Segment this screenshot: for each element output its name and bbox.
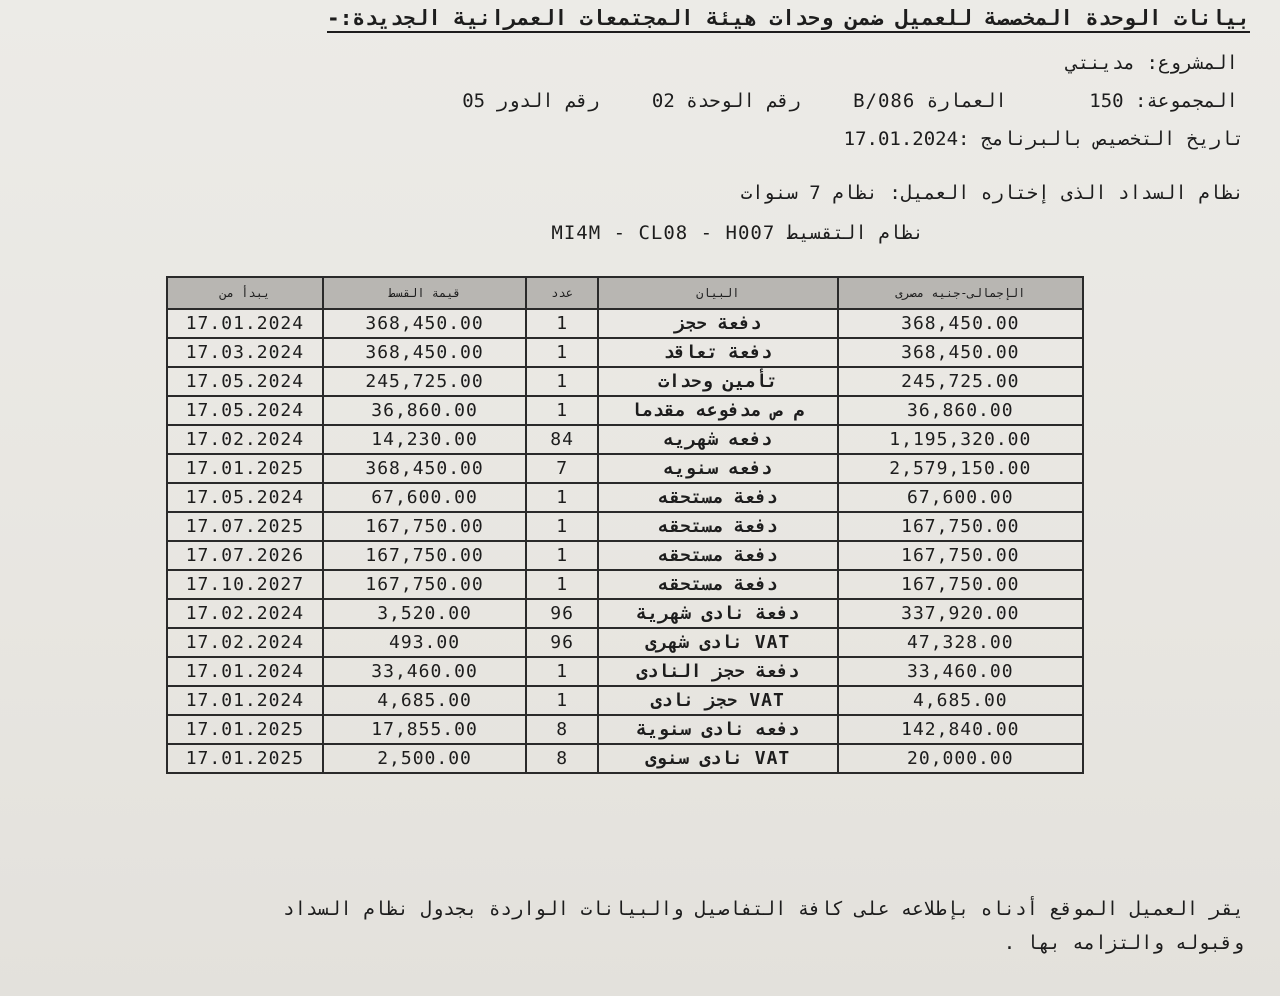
cell-total: 368,450.00 bbox=[838, 309, 1083, 338]
cell-installment-amount: 4,685.00 bbox=[323, 686, 526, 715]
cell-count: 84 bbox=[526, 425, 598, 454]
document-title: بيانات الوحدة المخصصة للعميل ضمن وحدات هيئة المجتمعات العمرانية الجديدة:- bbox=[327, 6, 1250, 33]
cell-description: VAT نادى سنوى bbox=[598, 744, 838, 773]
table-row bbox=[167, 425, 1083, 454]
table-row bbox=[167, 599, 1083, 628]
table-row bbox=[167, 338, 1083, 367]
cell-description: VAT نادى شهرى bbox=[598, 628, 838, 657]
unit-number: رقم الوحدة 02 bbox=[651, 90, 801, 112]
cell-installment-amount: 368,450.00 bbox=[323, 309, 526, 338]
cell-start-date: 17.01.2025 bbox=[167, 744, 323, 773]
cell-installment-amount: 368,450.00 bbox=[323, 454, 526, 483]
cell-description: م ص مدفوعه مقدما bbox=[598, 396, 838, 425]
cell-description: دفعه شهريه bbox=[598, 425, 838, 454]
cell-count: 1 bbox=[526, 541, 598, 570]
cell-description: دفعة تعاقد bbox=[598, 338, 838, 367]
table-row bbox=[167, 483, 1083, 512]
cell-total: 4,685.00 bbox=[838, 686, 1083, 715]
cell-start-date: 17.05.2024 bbox=[167, 396, 323, 425]
cell-total: 20,000.00 bbox=[838, 744, 1083, 773]
table-header-row bbox=[167, 277, 1083, 309]
table-row bbox=[167, 512, 1083, 541]
cell-installment-amount: 245,725.00 bbox=[323, 367, 526, 396]
cell-start-date: 17.01.2024 bbox=[167, 309, 323, 338]
unit-details-line bbox=[462, 90, 1238, 112]
cell-total: 368,450.00 bbox=[838, 338, 1083, 367]
cell-total: 1,195,320.00 bbox=[838, 425, 1083, 454]
cell-count: 1 bbox=[526, 570, 598, 599]
cell-count: 8 bbox=[526, 715, 598, 744]
header-description: البيان bbox=[598, 277, 838, 309]
cell-start-date: 17.05.2024 bbox=[167, 483, 323, 512]
cell-count: 1 bbox=[526, 512, 598, 541]
cell-total: 337,920.00 bbox=[838, 599, 1083, 628]
cell-installment-amount: 167,750.00 bbox=[323, 541, 526, 570]
cell-installment-amount: 167,750.00 bbox=[323, 570, 526, 599]
cell-total: 245,725.00 bbox=[838, 367, 1083, 396]
header-total: الإجمالى-جنيه مصرى bbox=[838, 277, 1083, 309]
cell-total: 36,860.00 bbox=[838, 396, 1083, 425]
cell-start-date: 17.05.2024 bbox=[167, 367, 323, 396]
cell-count: 1 bbox=[526, 309, 598, 338]
cell-description: دفعه نادى سنوية bbox=[598, 715, 838, 744]
cell-start-date: 17.02.2024 bbox=[167, 599, 323, 628]
cell-total: 167,750.00 bbox=[838, 512, 1083, 541]
cell-installment-amount: 14,230.00 bbox=[323, 425, 526, 454]
cell-installment-amount: 36,860.00 bbox=[323, 396, 526, 425]
cell-start-date: 17.07.2026 bbox=[167, 541, 323, 570]
cell-total: 2,579,150.00 bbox=[838, 454, 1083, 483]
cell-description: دفعة حجز النادى bbox=[598, 657, 838, 686]
cell-count: 1 bbox=[526, 483, 598, 512]
allocation-date: تاريخ التخصيص بالبرنامج :17.01.2024 bbox=[843, 128, 1244, 150]
acknowledgement-line-1: يقر العميل الموقع أدناه بإطلاعه على كافة التفاصيل والبيانات الواردة بجدول نظام السداد bbox=[283, 898, 1244, 920]
cell-description: دفعة مستحقه bbox=[598, 570, 838, 599]
group-number: المجموعة: 150 bbox=[1089, 90, 1238, 112]
acknowledgement-line-2: وقبوله والتزامه بها . bbox=[1003, 932, 1244, 954]
cell-start-date: 17.01.2024 bbox=[167, 686, 323, 715]
cell-start-date: 17.02.2024 bbox=[167, 425, 323, 454]
cell-description: دفعة مستحقه bbox=[598, 483, 838, 512]
cell-installment-amount: 67,600.00 bbox=[323, 483, 526, 512]
cell-total: 167,750.00 bbox=[838, 541, 1083, 570]
table-row bbox=[167, 367, 1083, 396]
cell-total: 142,840.00 bbox=[838, 715, 1083, 744]
header-installment-amount: قيمة القسط bbox=[323, 277, 526, 309]
cell-installment-amount: 167,750.00 bbox=[323, 512, 526, 541]
cell-description: دفعة حجز bbox=[598, 309, 838, 338]
cell-installment-amount: 17,855.00 bbox=[323, 715, 526, 744]
cell-description: VAT حجز نادى bbox=[598, 686, 838, 715]
cell-count: 1 bbox=[526, 657, 598, 686]
cell-start-date: 17.07.2025 bbox=[167, 512, 323, 541]
payment-schedule-table bbox=[166, 276, 1084, 774]
cell-installment-amount: 33,460.00 bbox=[323, 657, 526, 686]
cell-total: 167,750.00 bbox=[838, 570, 1083, 599]
table-row bbox=[167, 686, 1083, 715]
payment-system: نظام السداد الذى إختاره العميل: نظام 7 سنوات bbox=[740, 182, 1244, 204]
project-line: المشروع: مدينتي bbox=[1066, 52, 1238, 74]
cell-count: 1 bbox=[526, 686, 598, 715]
cell-count: 1 bbox=[526, 396, 598, 425]
installment-plan: نظام التقسيط MI4M - CL08 - H007 bbox=[551, 222, 924, 244]
header-count: عدد bbox=[526, 277, 598, 309]
table-row bbox=[167, 657, 1083, 686]
header-start-date: يبدأ من bbox=[167, 277, 323, 309]
cell-installment-amount: 493.00 bbox=[323, 628, 526, 657]
cell-description: تأمين وحدات bbox=[598, 367, 838, 396]
cell-installment-amount: 2,500.00 bbox=[323, 744, 526, 773]
table-row bbox=[167, 541, 1083, 570]
cell-start-date: 17.01.2025 bbox=[167, 715, 323, 744]
cell-total: 47,328.00 bbox=[838, 628, 1083, 657]
cell-start-date: 17.01.2024 bbox=[167, 657, 323, 686]
table-row bbox=[167, 396, 1083, 425]
cell-count: 1 bbox=[526, 338, 598, 367]
cell-count: 96 bbox=[526, 599, 598, 628]
cell-count: 96 bbox=[526, 628, 598, 657]
cell-start-date: 17.10.2027 bbox=[167, 570, 323, 599]
table-row bbox=[167, 454, 1083, 483]
cell-total: 33,460.00 bbox=[838, 657, 1083, 686]
building-number: العمارة B/086 bbox=[853, 90, 1007, 112]
cell-count: 7 bbox=[526, 454, 598, 483]
cell-total: 67,600.00 bbox=[838, 483, 1083, 512]
cell-installment-amount: 368,450.00 bbox=[323, 338, 526, 367]
table-row bbox=[167, 628, 1083, 657]
cell-installment-amount: 3,520.00 bbox=[323, 599, 526, 628]
cell-count: 1 bbox=[526, 367, 598, 396]
cell-description: دفعة مستحقه bbox=[598, 512, 838, 541]
cell-start-date: 17.03.2024 bbox=[167, 338, 323, 367]
cell-count: 8 bbox=[526, 744, 598, 773]
cell-start-date: 17.01.2025 bbox=[167, 454, 323, 483]
cell-start-date: 17.02.2024 bbox=[167, 628, 323, 657]
table-row bbox=[167, 570, 1083, 599]
cell-description: دفعه سنويه bbox=[598, 454, 838, 483]
cell-description: دفعة مستحقه bbox=[598, 541, 838, 570]
table-row bbox=[167, 715, 1083, 744]
cell-description: دفعة نادى شهرية bbox=[598, 599, 838, 628]
table-row bbox=[167, 744, 1083, 773]
table-row bbox=[167, 309, 1083, 338]
floor-number: رقم الدور 05 bbox=[462, 90, 600, 112]
